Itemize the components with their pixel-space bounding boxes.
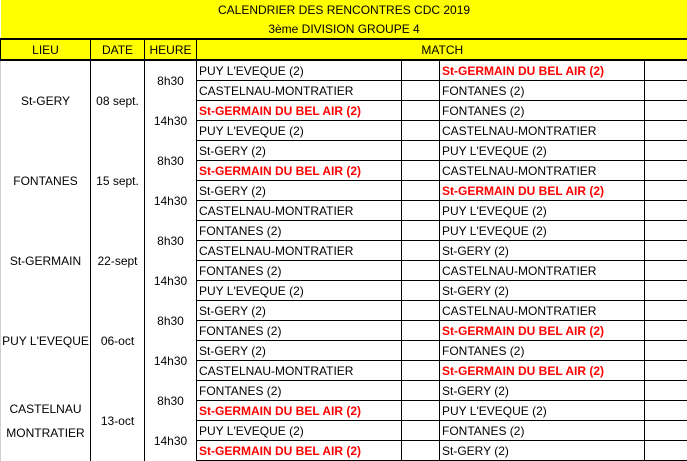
away-team-cell: St-GERY (2) <box>440 441 645 461</box>
venue-cell <box>1 381 91 461</box>
empty-cell <box>402 241 440 261</box>
time-cell: 14h30 <box>145 341 197 381</box>
empty-cell <box>402 161 440 181</box>
home-team-cell: PUY L'EVEQUE (2) <box>197 121 402 141</box>
home-team-cell: CASTELNAU-MONTRATIER <box>197 241 402 261</box>
empty-cell <box>645 141 687 161</box>
home-team-cell: St-GERY (2) <box>197 341 402 361</box>
away-team-cell: St-GERY (2) <box>440 241 645 261</box>
empty-cell <box>402 60 440 81</box>
away-team-cell: St-GERY (2) <box>440 281 645 301</box>
empty-cell <box>645 381 687 401</box>
away-team-cell: FONTANES (2) <box>440 421 645 441</box>
away-team-cell: St-GERMAIN DU BEL AIR (2) <box>440 181 645 201</box>
home-team-cell: FONTANES (2) <box>197 261 402 281</box>
home-team-cell: St-GERY (2) <box>197 141 402 161</box>
away-team-cell: FONTANES (2) <box>440 101 645 121</box>
time-cell: 14h30 <box>145 101 197 141</box>
away-team-cell: PUY L'EVEQUE (2) <box>440 141 645 161</box>
empty-cell <box>402 341 440 361</box>
empty-cell <box>402 421 440 441</box>
empty-cell <box>402 181 440 201</box>
time-cell: 8h30 <box>145 141 197 181</box>
empty-cell <box>402 401 440 421</box>
empty-cell <box>645 301 687 321</box>
empty-cell <box>645 201 687 221</box>
calendar-title: CALENDRIER DES RENCONTRES CDC 2019 <box>1 0 687 19</box>
home-team-cell: PUY L'EVEQUE (2) <box>197 60 402 81</box>
time-cell: 8h30 <box>145 60 197 101</box>
away-team-cell: CASTELNAU-MONTRATIER <box>440 161 645 181</box>
away-team-cell: St-GERMAIN DU BEL AIR (2) <box>440 321 645 341</box>
time-cell: 8h30 <box>145 221 197 261</box>
time-cell: 14h30 <box>145 261 197 301</box>
empty-cell <box>402 321 440 341</box>
home-team-cell: CASTELNAU-MONTRATIER <box>197 201 402 221</box>
venue-cell: St-GERMAIN <box>1 221 91 301</box>
empty-cell <box>645 221 687 241</box>
away-team-cell: FONTANES (2) <box>440 81 645 101</box>
empty-cell <box>645 321 687 341</box>
empty-cell <box>402 201 440 221</box>
header-match: MATCH <box>197 39 687 60</box>
home-team-cell: PUY L'EVEQUE (2) <box>197 281 402 301</box>
empty-cell <box>645 361 687 381</box>
home-team-cell: FONTANES (2) <box>197 381 402 401</box>
home-team-cell: St-GERY (2) <box>197 181 402 201</box>
match-row <box>1 301 687 321</box>
empty-cell <box>402 141 440 161</box>
empty-cell <box>645 121 687 141</box>
empty-cell <box>645 281 687 301</box>
header-lieu: LIEU <box>1 39 91 60</box>
date-cell: 08 sept. <box>91 60 145 141</box>
away-team-cell: CASTELNAU-MONTRATIER <box>440 121 645 141</box>
time-cell: 14h30 <box>145 421 197 461</box>
empty-cell <box>645 101 687 121</box>
empty-cell <box>402 261 440 281</box>
empty-cell <box>645 401 687 421</box>
home-team-cell: St-GERMAIN DU BEL AIR (2) <box>197 441 402 461</box>
header-heure: HEURE <box>145 39 197 60</box>
empty-cell <box>402 221 440 241</box>
header-row <box>1 39 687 60</box>
time-cell: 14h30 <box>145 181 197 221</box>
home-team-cell: FONTANES (2) <box>197 221 402 241</box>
empty-cell <box>402 81 440 101</box>
empty-cell <box>645 161 687 181</box>
time-cell: 8h30 <box>145 301 197 341</box>
empty-cell <box>645 60 687 81</box>
empty-cell <box>402 381 440 401</box>
away-team-cell: St-GERMAIN DU BEL AIR (2) <box>440 60 645 81</box>
home-team-cell: St-GERMAIN DU BEL AIR (2) <box>197 161 402 181</box>
home-team-cell: St-GERMAIN DU BEL AIR (2) <box>197 101 402 121</box>
venue-cell: PUY L'EVEQUE <box>1 301 91 381</box>
away-team-cell: CASTELNAU-MONTRATIER <box>440 261 645 281</box>
date-cell: 15 sept. <box>91 141 145 221</box>
home-team-cell: St-GERMAIN DU BEL AIR (2) <box>197 401 402 421</box>
home-team-cell: St-GERY (2) <box>197 301 402 321</box>
empty-cell <box>645 421 687 441</box>
venue-cell: FONTANES <box>1 141 91 221</box>
match-row <box>1 221 687 241</box>
empty-cell <box>645 81 687 101</box>
empty-cell <box>645 441 687 461</box>
empty-cell <box>402 121 440 141</box>
away-team-cell: FONTANES (2) <box>440 341 645 361</box>
date-cell: 13-oct <box>91 381 145 461</box>
away-team-cell: St-GERY (2) <box>440 381 645 401</box>
empty-cell <box>402 441 440 461</box>
venue-cell: St-GERY <box>1 60 91 141</box>
match-row <box>1 60 687 81</box>
empty-cell <box>402 281 440 301</box>
away-team-cell: CASTELNAU-MONTRATIER <box>440 301 645 321</box>
away-team-cell: PUY L'EVEQUE (2) <box>440 221 645 241</box>
home-team-cell: FONTANES (2) <box>197 321 402 341</box>
empty-cell <box>645 181 687 201</box>
away-team-cell: St-GERMAIN DU BEL AIR (2) <box>440 361 645 381</box>
home-team-cell: CASTELNAU-MONTRATIER <box>197 81 402 101</box>
empty-cell <box>402 301 440 321</box>
calendar-subtitle: 3ème DIVISION GROUPE 4 <box>1 19 687 39</box>
venue-name-line: CASTELNAU <box>9 401 82 416</box>
date-cell: 22-sept <box>91 221 145 301</box>
venue-name-line: MONTRATIER <box>6 425 85 440</box>
home-team-cell: CASTELNAU-MONTRATIER <box>197 361 402 381</box>
away-team-cell: PUY L'EVEQUE (2) <box>440 201 645 221</box>
home-team-cell: PUY L'EVEQUE (2) <box>197 421 402 441</box>
empty-cell <box>645 261 687 281</box>
date-cell: 06-oct <box>91 301 145 381</box>
empty-cell <box>645 341 687 361</box>
empty-cell <box>645 241 687 261</box>
empty-cell <box>402 361 440 381</box>
away-team-cell: PUY L'EVEQUE (2) <box>440 401 645 421</box>
match-row <box>1 381 687 401</box>
time-cell: 8h30 <box>145 381 197 421</box>
match-row <box>1 141 687 161</box>
header-date: DATE <box>91 39 145 60</box>
empty-cell <box>402 101 440 121</box>
